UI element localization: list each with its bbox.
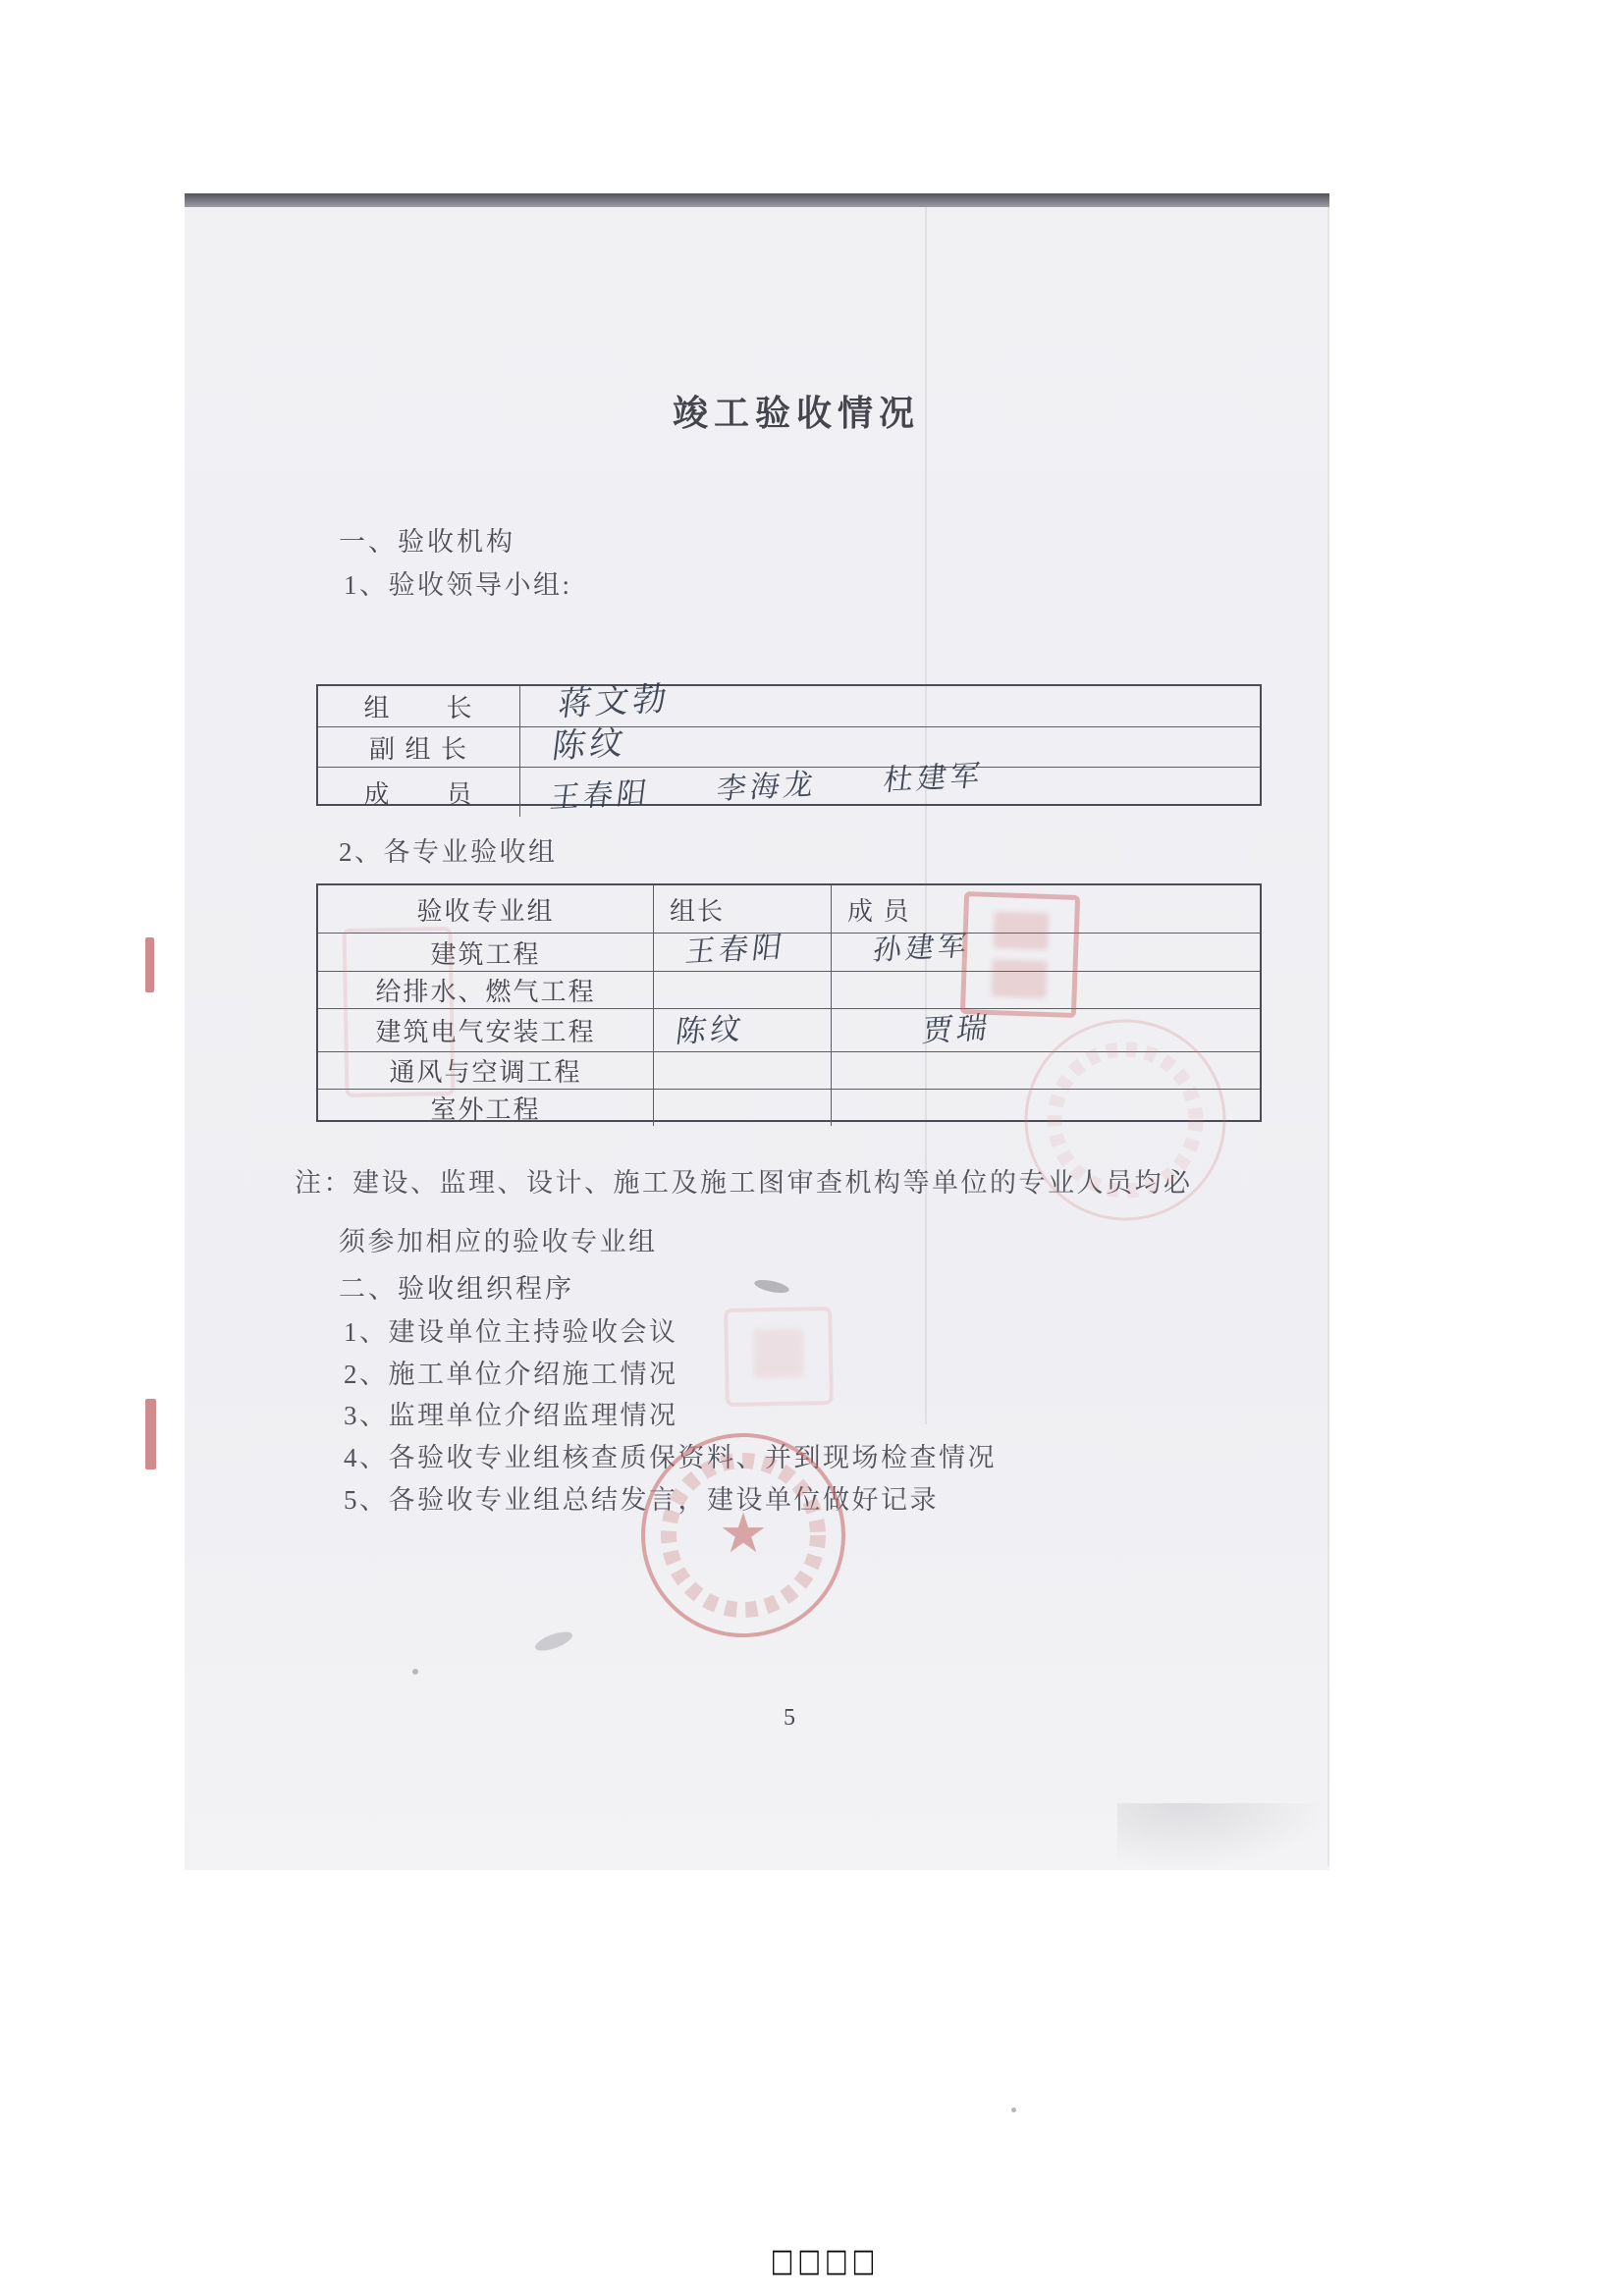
note-line2: 须参加相应的验收专业组 <box>339 1227 658 1256</box>
procedure-step: 4、各验收专业组核查质保资料、并到现场检查情况 <box>344 1443 997 1472</box>
members-cell <box>831 971 1260 1008</box>
handwritten-signature: 陈纹 <box>550 722 629 767</box>
page-corner-shadow <box>1117 1803 1329 1870</box>
handwritten-signature: 孙建军 <box>871 928 973 967</box>
members-cell <box>831 1089 1260 1126</box>
note-line1: 注：建设、监理、设计、施工及施工图审查机构等单位的专业人员均必 <box>295 1168 1193 1198</box>
handwritten-signature: 蒋文勃 <box>556 678 673 724</box>
gray-smudge <box>533 1629 574 1655</box>
red-edge-mark <box>145 1399 156 1469</box>
scanned-page <box>185 193 1329 1870</box>
scan-top-edge-bar <box>185 193 1329 207</box>
group-name-cell: 建筑电气安装工程 <box>318 1008 653 1051</box>
leader-cell <box>653 930 831 971</box>
section1-item1: 1、验收领导小组: <box>344 570 572 600</box>
page-title: 竣工验收情况 <box>672 394 920 433</box>
dust-speck <box>1011 2108 1016 2112</box>
group-name-cell: 建筑工程 <box>318 933 653 971</box>
group-name-cell: 室外工程 <box>318 1089 653 1126</box>
square-seal-faint-icon <box>724 1307 834 1407</box>
red-edge-mark <box>145 937 154 992</box>
section1-heading: 一、验收机构 <box>339 527 515 557</box>
leader-cell <box>653 1089 831 1126</box>
gray-dot <box>412 1669 418 1675</box>
column-header: 组长 <box>653 885 831 933</box>
group-name-cell: 给排水、燃气工程 <box>318 971 653 1008</box>
seal-glyph-blot <box>753 1329 805 1379</box>
leader-group-table <box>316 678 1262 816</box>
procedure-step: 5、各验收专业组总结发言，建设单位做好记录 <box>344 1485 939 1515</box>
members-cell <box>831 1051 1260 1089</box>
column-header: 成 员 <box>831 885 1260 933</box>
procedure-step: 2、施工单位介绍施工情况 <box>344 1360 678 1389</box>
group-name-cell: 通风与空调工程 <box>318 1051 653 1089</box>
leader-cell <box>653 1008 831 1051</box>
procedure-step: 3、监理单位介绍监理情况 <box>344 1401 678 1430</box>
specialty-group-table <box>316 883 1262 1122</box>
section1-item2: 2、各专业验收组 <box>339 837 558 867</box>
members-cell <box>831 928 1260 971</box>
table-row-label: 组 长 <box>363 694 474 722</box>
table-row-label: 成 员 <box>318 767 519 817</box>
footer-placeholder-glyphs: □□□□ <box>770 2241 880 2279</box>
leader-cell <box>653 1051 831 1089</box>
column-header: 验收专业组 <box>416 896 555 926</box>
section2-heading: 二、验收组织程序 <box>339 1274 574 1304</box>
handwritten-signature: 王春阳 <box>683 930 788 970</box>
table-row-label: 副 组 长 <box>318 726 519 767</box>
page-number: 5 <box>784 1705 795 1731</box>
handwritten-signature: 陈纹 <box>674 1011 747 1050</box>
page-right-edge-shadow <box>1327 207 1329 1866</box>
handwritten-signature: 王春阳 李海龙 杜建军 <box>548 758 986 816</box>
members-cell <box>831 1008 1260 1051</box>
seal-star-icon: ★ <box>718 1501 769 1566</box>
procedure-step: 1、建设单位主持验收会议 <box>344 1317 678 1347</box>
table-row-value <box>519 758 1260 817</box>
handwritten-signature: 贾瑞 <box>920 1010 994 1049</box>
table-row-value <box>519 678 1260 726</box>
gray-smudge <box>753 1277 790 1295</box>
